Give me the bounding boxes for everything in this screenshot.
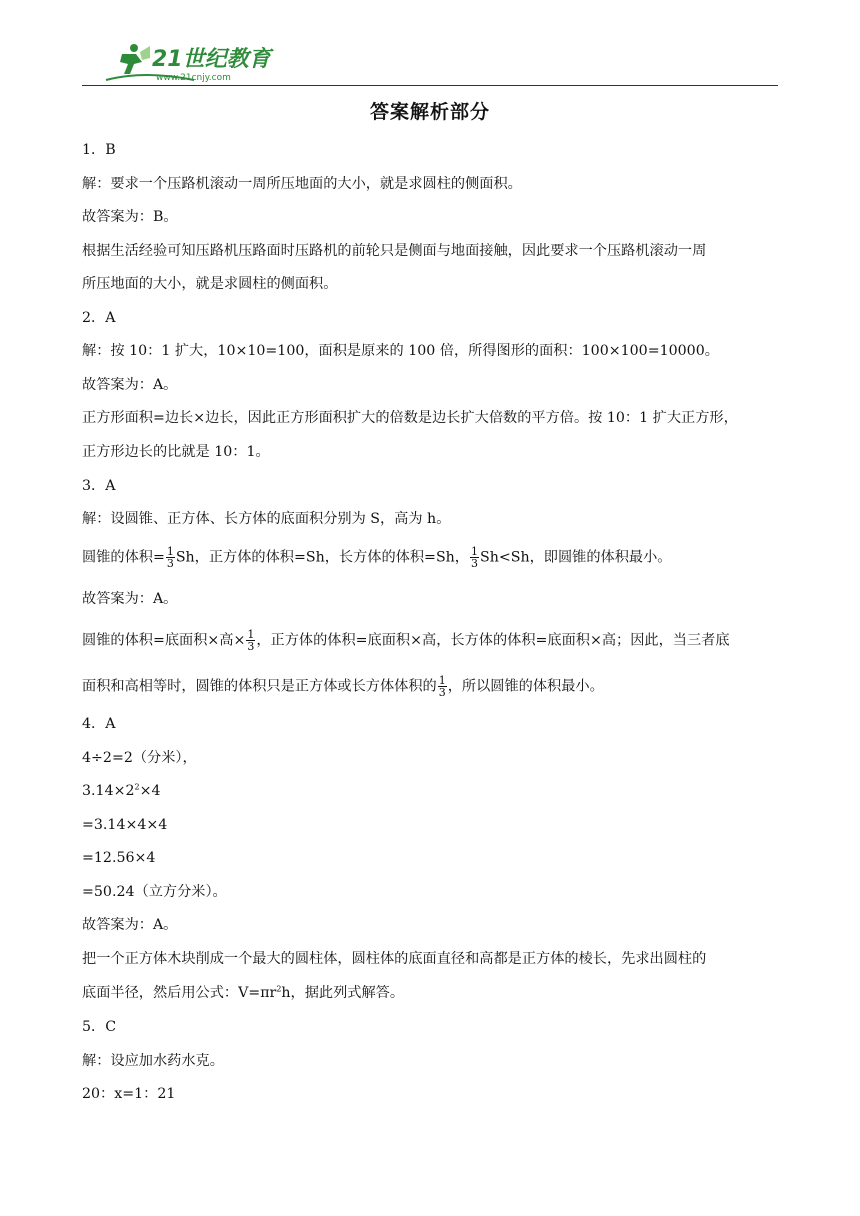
q2-answer: 故答案为：A。 — [82, 377, 178, 393]
header-divider — [82, 85, 778, 86]
q3-line2-b: Sh，正方体的体积=Sh，长方体的体积=Sh， — [175, 549, 469, 566]
q1-analysis-1: 根据生活经验可知压路机压路面时压路机的前轮只是侧面与地面接触，因此要求一个压路机滚动一周 — [82, 243, 707, 259]
q1-solution: 解：要求一个压路机滚动一周所压地面的大小，就是求圆柱的侧面积。 — [82, 176, 522, 192]
q4-step-5: =50.24（立方分米）。 — [82, 884, 227, 900]
q3-volume-comparison — [82, 546, 671, 569]
logo-url: www.21cnjy.com — [156, 73, 231, 83]
one-third-fraction: $\frac{1}{3}$ — [247, 628, 255, 653]
q4-step-1: 4÷2=2（分米）， — [82, 750, 197, 766]
q3-analysis-2b: ，所以圆锥的体积最小。 — [447, 678, 604, 695]
one-third-fraction: $\frac{1}{3}$ — [166, 545, 174, 570]
q5-solution: 解：设应加水药水克。 — [82, 1053, 224, 1069]
one-third-fraction: $\frac{1}{3}$ — [471, 545, 478, 570]
q3-label: 3．A — [82, 478, 116, 494]
q4-step-2: $3.14\times 2^2\times 4$ — [82, 782, 161, 799]
q4-step-4: =12.56×4 — [82, 850, 156, 866]
site-logo — [104, 40, 274, 84]
q4-analysis-1: 把一个正方体木块削成一个最大的圆柱体，圆柱体的底面直径和高都是正方体的棱长，先求出圆柱的 — [82, 951, 707, 967]
q3-analysis-2 — [82, 675, 604, 698]
q4-answer: 故答案为：A。 — [82, 917, 178, 933]
q4-analysis-2: 底面半径，然后用公式：$V=\pi r^2h$，据此列式解答。 — [82, 984, 405, 1001]
q3-answer: 故答案为：A。 — [82, 591, 178, 607]
q3-analysis-1a: 圆锥的体积=底面积×高× — [82, 632, 246, 649]
q2-solution: 解：按 10：1 扩大，10×10=100，面积是原来的 100 倍，所得图形的面积：100×100=10000。 — [82, 343, 719, 359]
q1-label: 1．B — [82, 142, 116, 158]
q3-analysis-2a: 面积和高相等时，圆锥的体积只是正方体或长方体体积的 — [82, 678, 437, 695]
q3-solution: 解：设圆锥、正方体、长方体的底面积分别为 S，高为 h。 — [82, 511, 451, 527]
q4-step-3: =3.14×4×4 — [82, 817, 168, 833]
q5-label: 5．C — [82, 1019, 117, 1035]
logo-text: 21世纪教育 — [152, 47, 271, 72]
q4-label: 4．A — [82, 716, 116, 732]
q5-equation: 20：x=1：21 — [82, 1086, 176, 1102]
one-third-fraction: $\frac{1}{3}$ — [438, 674, 446, 699]
q2-label: 2．A — [82, 310, 116, 326]
q3-analysis-1 — [82, 629, 730, 652]
q2-analysis-2: 正方形边长的比就是 10：1。 — [82, 444, 270, 460]
q1-analysis-2: 所压地面的大小，就是求圆柱的侧面积。 — [82, 276, 338, 292]
q3-analysis-1b: ，正方体的体积=底面积×高，长方体的体积=底面积×高；因此，当三者底 — [256, 632, 730, 649]
page-title: 答案解析部分 — [369, 101, 490, 123]
q3-line2-a: 圆锥的体积= — [82, 549, 165, 566]
q1-answer: 故答案为：B。 — [82, 209, 178, 225]
q3-line2-c: Sh<Sh，即圆锥的体积最小。 — [480, 549, 672, 566]
q2-analysis-1: 正方形面积=边长×边长，因此正方形面积扩大的倍数是边长扩大倍数的平方倍。按 10：1 扩大正方形， — [82, 410, 738, 426]
